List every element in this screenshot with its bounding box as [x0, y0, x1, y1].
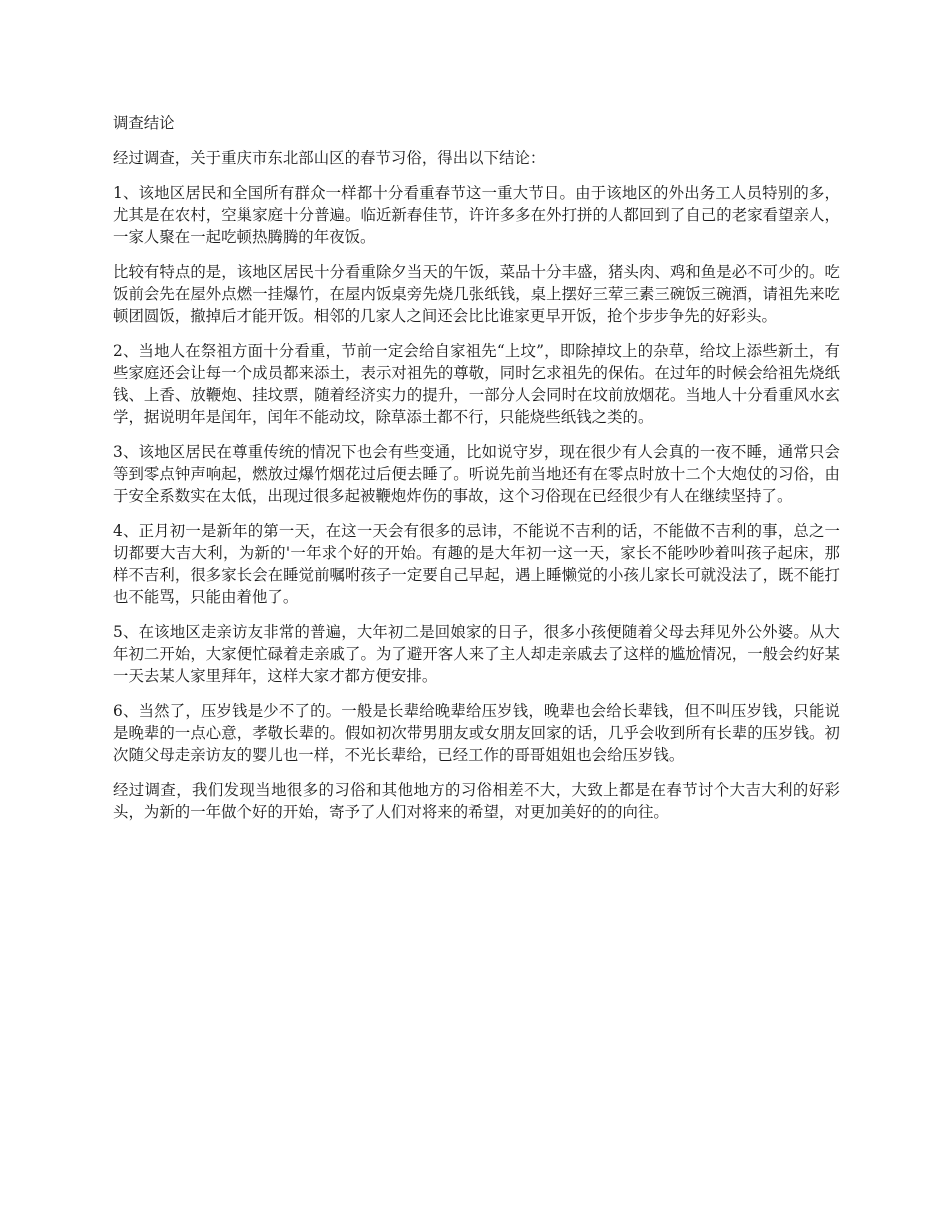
paragraph-1: 1、该地区居民和全国所有群众一样都十分看重春节这一重大节日。由于该地区的外出务工人员特别的多，尤其是在农村，空巢家庭十分普遍。临近新春佳节，许许多多在外打拼的人都回到了自己的老家看望亲人，一家人聚在一起吃顿热腾腾的年夜饭。 [113, 184, 840, 246]
paragraph-5: 5、在该地区走亲访友非常的普遍，大年初二是回娘家的日子，很多小孩便随着父母去拜见外公外婆。从大年初二开始，大家便忙碌着走亲戚了。为了避开客人来了主人却走亲戚去了这样的尴尬情况，一般会约好某一天去某人家里拜年，这样大家才都方便安排。 [113, 623, 840, 685]
paragraph-2: 2、当地人在祭祖方面十分看重，节前一定会给自家祖先“上坟”，即除掉坟上的杂草，给坟上添些新土，有些家庭还会让每一个成员都来添土，表示对祖先的尊敬，同时乞求祖先的保佑。在过年的时候会给祖先烧纸钱、上香、放鞭炮、挂坟票，随着经济实力的提升，一部分人会同时在坟前放烟花。当地人十分看重风水玄学，据说明年是闰年，闰年不能动坟，除草添土都不行，只能烧些纸钱之类的。 [113, 342, 840, 426]
paragraph-4: 4、正月初一是新年的第一天，在这一天会有很多的忌讳，不能说不吉利的话，不能做不吉利的事，总之一切都要大吉大利，为新的'一年求个好的开始。有趣的是大年初一这一天，家长不能吵吵着叫孩子起床，那样不吉利，很多家长会在睡觉前嘱咐孩子一定要自己早起，遇上睡懒觉的小孩儿家长可就没法了，既不能打也不能骂，只能由着他了。 [113, 522, 840, 606]
paragraph-1-detail: 比较有特点的是，该地区居民十分看重除夕当天的午饭，菜品十分丰盛，猪头肉、鸡和鱼是必不可少的。吃饭前会先在屋外点燃一挂爆竹，在屋内饭桌旁先烧几张纸钱，桌上摆好三荤三素三碗饭三碗酒，请祖先来吃顿团圆饭，撤掉后才能开饭。相邻的几家人之间还会比比谁家更早开饭，抢个步步争先的好彩头。 [113, 263, 840, 325]
paragraph-6: 6、当然了，压岁钱是少不了的。一般是长辈给晚辈给压岁钱，晚辈也会给长辈钱，但不叫压岁钱，只能说是晚辈的一点心意，孝敬长辈的。假如初次带男朋友或女朋友回家的话，几乎会收到所有长辈的压岁钱。初次随父母走亲访友的婴儿也一样，不光长辈给，已经工作的哥哥姐姐也会给压岁钱。 [113, 702, 840, 764]
paragraph-3: 3、该地区居民在尊重传统的情况下也会有些变通，比如说守岁，现在很少有人会真的一夜不睡，通常只会等到零点钟声响起，燃放过爆竹烟花过后便去睡了。听说先前当地还有在零点时放十二个大炮仗的习俗，由于安全系数实在太低，出现过很多起被鞭炮炸伤的事故，这个习俗现在已经很少有人在继续坚持了。 [113, 443, 840, 505]
document-body [113, 112, 840, 836]
conclusion-paragraph: 经过调查，我们发现当地很多的习俗和其他地方的习俗相差不大，大致上都是在春节讨个大吉大利的好彩头，为新的一年做个好的开始，寄予了人们对将来的希望，对更加美好的的向往。 [113, 781, 840, 821]
document-title: 调查结论 [113, 114, 175, 132]
intro-paragraph: 经过调查，关于重庆市东北部山区的春节习俗，得出以下结论： [113, 149, 546, 167]
